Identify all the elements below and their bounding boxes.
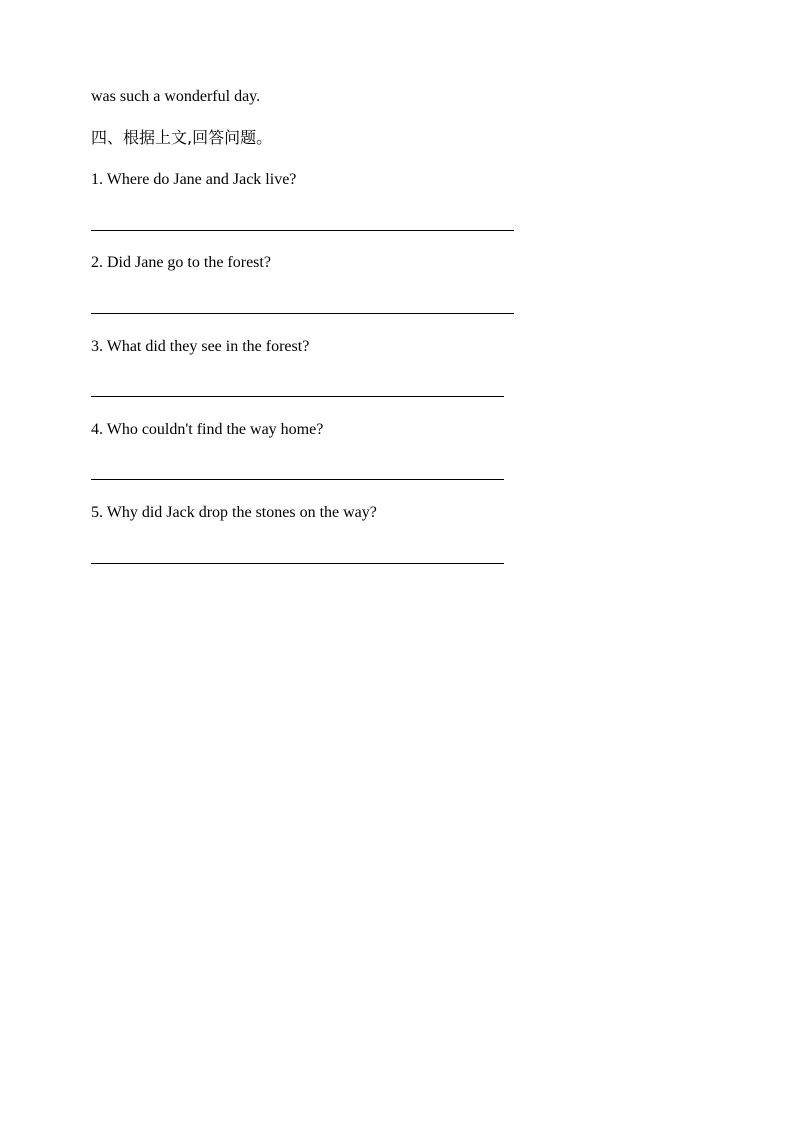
- question-3: 3. What did they see in the forest?: [91, 338, 310, 355]
- question-5: 5. Why did Jack drop the stones on the way?: [91, 504, 377, 521]
- section-heading: 四、根据上文,回答问题。: [91, 128, 273, 147]
- question-4: 4. Who couldn't find the way home?: [91, 421, 324, 438]
- question-1: 1. Where do Jane and Jack live?: [91, 171, 297, 188]
- answer-line-5[interactable]: [91, 563, 504, 564]
- answer-line-2[interactable]: [91, 313, 514, 314]
- answer-line-4[interactable]: [91, 479, 504, 480]
- question-2: 2. Did Jane go to the forest?: [91, 254, 271, 271]
- answer-line-3[interactable]: [91, 396, 504, 397]
- passage-ending-text: was such a wonderful day.: [91, 88, 261, 105]
- answer-line-1[interactable]: [91, 230, 514, 231]
